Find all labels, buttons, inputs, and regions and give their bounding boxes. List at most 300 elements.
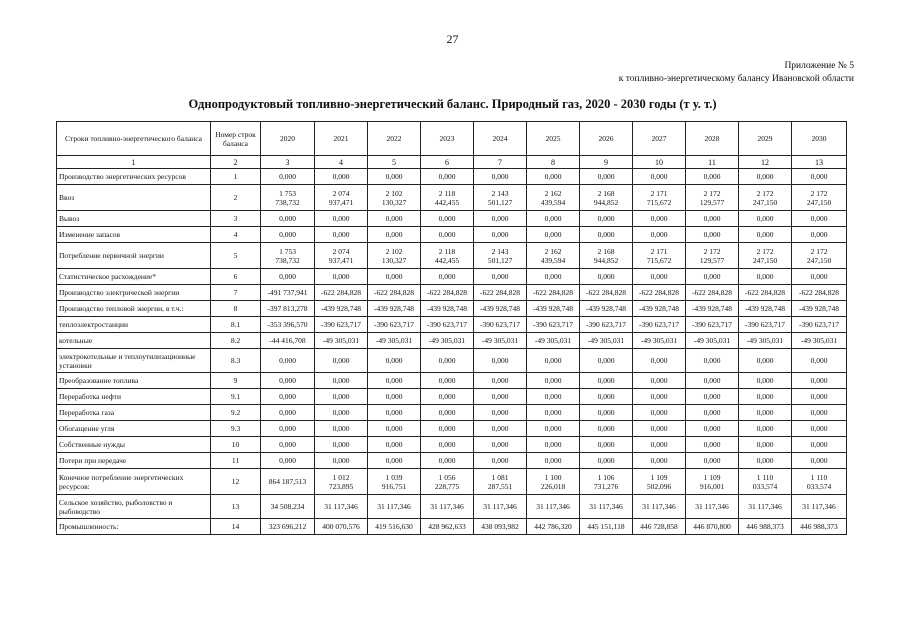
- value-cell: 0,000: [527, 269, 580, 285]
- value-cell: 428 962,633: [421, 519, 474, 535]
- header-year: 2024: [474, 122, 527, 156]
- value-cell: 1 110 033,574: [792, 469, 847, 495]
- table-row: [57, 285, 847, 301]
- table-row: [57, 453, 847, 469]
- header-year: 2022: [368, 122, 421, 156]
- value-cell: 0,000: [368, 169, 421, 185]
- value-cell: 0,000: [739, 373, 792, 389]
- value-cell: 0,000: [368, 453, 421, 469]
- row-code: 7: [211, 285, 261, 301]
- value-cell: 2 172 129,577: [686, 185, 739, 211]
- value-cell: 2 162 439,594: [527, 243, 580, 269]
- value-cell: 0,000: [315, 405, 368, 421]
- value-cell: 2 171 715,672: [633, 185, 686, 211]
- value-cell: 0,000: [527, 211, 580, 227]
- row-label: Обогащение угля: [57, 421, 211, 437]
- value-cell: -390 623,717: [368, 317, 421, 333]
- value-cell: -622 284,828: [580, 285, 633, 301]
- value-cell: 31 117,346: [527, 495, 580, 519]
- table-row: [57, 317, 847, 333]
- column-number: 6: [421, 156, 474, 169]
- value-cell: -390 623,717: [315, 317, 368, 333]
- value-cell: 0,000: [633, 227, 686, 243]
- row-code: 8.1: [211, 317, 261, 333]
- value-cell: 2 168 944,852: [580, 185, 633, 211]
- value-cell: 0,000: [315, 421, 368, 437]
- value-cell: 0,000: [261, 389, 315, 405]
- value-cell: 0,000: [261, 453, 315, 469]
- value-cell: 0,000: [527, 437, 580, 453]
- header-year: 2023: [421, 122, 474, 156]
- value-cell: 0,000: [527, 421, 580, 437]
- value-cell: -439 928,748: [633, 301, 686, 317]
- row-code: 13: [211, 495, 261, 519]
- value-cell: 0,000: [792, 405, 847, 421]
- value-cell: 0,000: [686, 405, 739, 421]
- value-cell: -390 623,717: [527, 317, 580, 333]
- value-cell: 1 081 287,551: [474, 469, 527, 495]
- value-cell: 446 988,373: [792, 519, 847, 535]
- value-cell: 0,000: [261, 437, 315, 453]
- table-row: [57, 227, 847, 243]
- value-cell: 0,000: [315, 169, 368, 185]
- table-header-row: [57, 122, 847, 156]
- value-cell: 2 143 501,127: [474, 185, 527, 211]
- value-cell: 31 117,346: [474, 495, 527, 519]
- value-cell: 0,000: [580, 373, 633, 389]
- row-label: Статистическое расхождение*: [57, 269, 211, 285]
- value-cell: 0,000: [474, 389, 527, 405]
- row-label: Ввоз: [57, 185, 211, 211]
- value-cell: 0,000: [686, 269, 739, 285]
- value-cell: 0,000: [792, 437, 847, 453]
- value-cell: -622 284,828: [739, 285, 792, 301]
- value-cell: -390 623,717: [580, 317, 633, 333]
- value-cell: 0,000: [792, 373, 847, 389]
- value-cell: -622 284,828: [421, 285, 474, 301]
- value-cell: 0,000: [633, 453, 686, 469]
- value-cell: -353 396,570: [261, 317, 315, 333]
- value-cell: -49 305,031: [527, 333, 580, 349]
- value-cell: 0,000: [474, 211, 527, 227]
- row-code: 5: [211, 243, 261, 269]
- value-cell: 0,000: [739, 211, 792, 227]
- table-row: [57, 389, 847, 405]
- header-year: 2021: [315, 122, 368, 156]
- value-cell: 0,000: [792, 453, 847, 469]
- table-body: [57, 169, 847, 535]
- value-cell: 0,000: [368, 437, 421, 453]
- value-cell: 0,000: [686, 421, 739, 437]
- value-cell: -49 305,031: [739, 333, 792, 349]
- column-number: 8: [527, 156, 580, 169]
- value-cell: 0,000: [580, 437, 633, 453]
- value-cell: -390 623,717: [633, 317, 686, 333]
- row-code: 8: [211, 301, 261, 317]
- table-row: [57, 495, 847, 519]
- row-label: Сельское хозяйство, рыболовство и рыбоводство: [57, 495, 211, 519]
- value-cell: 0,000: [580, 169, 633, 185]
- value-cell: -439 928,748: [739, 301, 792, 317]
- value-cell: 31 117,346: [686, 495, 739, 519]
- row-label: Производство тепловой энергии, в т.ч.:: [57, 301, 211, 317]
- value-cell: 2 118 442,455: [421, 185, 474, 211]
- value-cell: 0,000: [261, 373, 315, 389]
- row-label: Переработка газа: [57, 405, 211, 421]
- row-code: 9.2: [211, 405, 261, 421]
- value-cell: 0,000: [580, 389, 633, 405]
- header-rows-label: Строки топливно-энергетического баланса: [57, 122, 211, 156]
- value-cell: 0,000: [739, 453, 792, 469]
- value-cell: 1 109 916,001: [686, 469, 739, 495]
- value-cell: 0,000: [739, 405, 792, 421]
- value-cell: 2 074 937,471: [315, 185, 368, 211]
- value-cell: 2 172 247,150: [739, 185, 792, 211]
- row-label: котельные: [57, 333, 211, 349]
- value-cell: 0,000: [686, 211, 739, 227]
- table-row: [57, 519, 847, 535]
- value-cell: -397 813,278: [261, 301, 315, 317]
- value-cell: 0,000: [261, 349, 315, 373]
- value-cell: 34 508,234: [261, 495, 315, 519]
- value-cell: 0,000: [421, 405, 474, 421]
- value-cell: 0,000: [792, 389, 847, 405]
- value-cell: 0,000: [527, 373, 580, 389]
- value-cell: 0,000: [580, 349, 633, 373]
- appendix-line-2: к топливно-энергетическому балансу Ивановской области: [618, 74, 854, 84]
- value-cell: 1 110 033,574: [739, 469, 792, 495]
- row-code: 8.2: [211, 333, 261, 349]
- header-year: 2020: [261, 122, 315, 156]
- page-number: 27: [446, 32, 459, 46]
- value-cell: 864 187,513: [261, 469, 315, 495]
- header-code: Номер строк баланса: [211, 122, 261, 156]
- value-cell: 2 172 247,150: [792, 185, 847, 211]
- value-cell: -439 928,748: [315, 301, 368, 317]
- table-row: [57, 185, 847, 211]
- value-cell: 0,000: [368, 227, 421, 243]
- value-cell: 0,000: [580, 227, 633, 243]
- value-cell: 0,000: [792, 421, 847, 437]
- row-label: Промышленность:: [57, 519, 211, 535]
- value-cell: 0,000: [686, 227, 739, 243]
- table-row: [57, 373, 847, 389]
- value-cell: 0,000: [739, 349, 792, 373]
- column-number: 2: [211, 156, 261, 169]
- value-cell: 0,000: [421, 349, 474, 373]
- value-cell: 0,000: [315, 211, 368, 227]
- table-row: [57, 469, 847, 495]
- value-cell: 0,000: [739, 389, 792, 405]
- header-year: 2028: [686, 122, 739, 156]
- value-cell: 0,000: [633, 373, 686, 389]
- value-cell: 0,000: [261, 169, 315, 185]
- value-cell: -49 305,031: [315, 333, 368, 349]
- value-cell: 0,000: [474, 269, 527, 285]
- value-cell: -44 416,708: [261, 333, 315, 349]
- value-cell: 0,000: [792, 269, 847, 285]
- value-cell: 0,000: [633, 421, 686, 437]
- row-label: Конечное потребление энергетических ресурсов:: [57, 469, 211, 495]
- value-cell: 0,000: [368, 269, 421, 285]
- row-code: 14: [211, 519, 261, 535]
- value-cell: 0,000: [633, 405, 686, 421]
- value-cell: 0,000: [527, 349, 580, 373]
- table-row: [57, 349, 847, 373]
- value-cell: 0,000: [368, 421, 421, 437]
- value-cell: 1 109 502,096: [633, 469, 686, 495]
- value-cell: 0,000: [474, 437, 527, 453]
- value-cell: 0,000: [368, 389, 421, 405]
- value-cell: 0,000: [315, 453, 368, 469]
- value-cell: 0,000: [527, 405, 580, 421]
- energy-balance-table: [56, 121, 847, 535]
- document-title: Однопродуктовый топливно-энергетический баланс. Природный газ, 2020 - 2030 годы (т у. т.): [188, 97, 717, 111]
- value-cell: 438 093,982: [474, 519, 527, 535]
- value-cell: 2 172 247,150: [739, 243, 792, 269]
- value-cell: 0,000: [368, 349, 421, 373]
- value-cell: -622 284,828: [315, 285, 368, 301]
- value-cell: 0,000: [421, 169, 474, 185]
- value-cell: 0,000: [368, 373, 421, 389]
- value-cell: 31 117,346: [633, 495, 686, 519]
- row-code: 9.1: [211, 389, 261, 405]
- value-cell: 0,000: [739, 421, 792, 437]
- value-cell: 0,000: [686, 373, 739, 389]
- value-cell: 0,000: [686, 437, 739, 453]
- value-cell: -49 305,031: [686, 333, 739, 349]
- column-number: 10: [633, 156, 686, 169]
- value-cell: -622 284,828: [633, 285, 686, 301]
- value-cell: 0,000: [474, 373, 527, 389]
- value-cell: 0,000: [527, 453, 580, 469]
- row-label: теплоэлектростанции: [57, 317, 211, 333]
- value-cell: 0,000: [792, 211, 847, 227]
- row-label: Собственные нужды: [57, 437, 211, 453]
- row-code: 11: [211, 453, 261, 469]
- value-cell: -622 284,828: [686, 285, 739, 301]
- value-cell: -622 284,828: [474, 285, 527, 301]
- value-cell: 0,000: [421, 269, 474, 285]
- value-cell: 0,000: [686, 349, 739, 373]
- value-cell: 0,000: [527, 169, 580, 185]
- value-cell: 2 102 130,327: [368, 185, 421, 211]
- value-cell: 0,000: [474, 453, 527, 469]
- value-cell: 0,000: [315, 269, 368, 285]
- row-code: 4: [211, 227, 261, 243]
- value-cell: 0,000: [421, 453, 474, 469]
- header-year: 2029: [739, 122, 792, 156]
- value-cell: 0,000: [686, 169, 739, 185]
- value-cell: 31 117,346: [368, 495, 421, 519]
- value-cell: 0,000: [580, 405, 633, 421]
- value-cell: 0,000: [633, 169, 686, 185]
- column-number: 1: [57, 156, 211, 169]
- row-code: 1: [211, 169, 261, 185]
- value-cell: 2 074 937,471: [315, 243, 368, 269]
- row-label: Вывоз: [57, 211, 211, 227]
- column-number: 3: [261, 156, 315, 169]
- value-cell: 1 106 731,276: [580, 469, 633, 495]
- value-cell: 1 753 738,732: [261, 243, 315, 269]
- value-cell: 446 728,858: [633, 519, 686, 535]
- column-numbers-row: [57, 156, 847, 169]
- row-label: электрокотельные и теплоутилизационные установки: [57, 349, 211, 373]
- column-number: 9: [580, 156, 633, 169]
- value-cell: -439 928,748: [686, 301, 739, 317]
- value-cell: 0,000: [633, 389, 686, 405]
- value-cell: 0,000: [421, 373, 474, 389]
- value-cell: 0,000: [792, 349, 847, 373]
- value-cell: -390 623,717: [686, 317, 739, 333]
- value-cell: 0,000: [261, 269, 315, 285]
- value-cell: 0,000: [739, 169, 792, 185]
- value-cell: 1 012 723,895: [315, 469, 368, 495]
- value-cell: 0,000: [792, 227, 847, 243]
- value-cell: 2 143 501,127: [474, 243, 527, 269]
- row-label: Переработка нефти: [57, 389, 211, 405]
- value-cell: 419 516,630: [368, 519, 421, 535]
- value-cell: 1 753 738,732: [261, 185, 315, 211]
- value-cell: -439 928,748: [527, 301, 580, 317]
- row-label: Потребление первичной энергии: [57, 243, 211, 269]
- value-cell: 31 117,346: [739, 495, 792, 519]
- value-cell: 0,000: [315, 437, 368, 453]
- value-cell: 0,000: [261, 405, 315, 421]
- value-cell: 0,000: [739, 437, 792, 453]
- value-cell: 0,000: [580, 421, 633, 437]
- table-row: [57, 437, 847, 453]
- row-label: Потери при передаче: [57, 453, 211, 469]
- value-cell: 0,000: [633, 269, 686, 285]
- value-cell: 442 786,320: [527, 519, 580, 535]
- table-row: [57, 211, 847, 227]
- table-row: [57, 421, 847, 437]
- value-cell: 0,000: [421, 421, 474, 437]
- column-number: 4: [315, 156, 368, 169]
- value-cell: 446 988,373: [739, 519, 792, 535]
- value-cell: 0,000: [261, 211, 315, 227]
- row-code: 3: [211, 211, 261, 227]
- value-cell: 0,000: [580, 453, 633, 469]
- table-row: [57, 405, 847, 421]
- value-cell: -491 737,941: [261, 285, 315, 301]
- value-cell: 2 168 944,852: [580, 243, 633, 269]
- value-cell: -390 623,717: [739, 317, 792, 333]
- value-cell: 0,000: [421, 227, 474, 243]
- value-cell: -49 305,031: [580, 333, 633, 349]
- value-cell: 0,000: [474, 421, 527, 437]
- value-cell: -439 928,748: [580, 301, 633, 317]
- value-cell: -49 305,031: [421, 333, 474, 349]
- value-cell: 31 117,346: [421, 495, 474, 519]
- header-year: 2025: [527, 122, 580, 156]
- value-cell: 0,000: [368, 211, 421, 227]
- column-number: 7: [474, 156, 527, 169]
- table-row: [57, 269, 847, 285]
- value-cell: 323 696,212: [261, 519, 315, 535]
- value-cell: 0,000: [527, 227, 580, 243]
- appendix-note: [619, 60, 854, 86]
- value-cell: 0,000: [633, 349, 686, 373]
- row-code: 2: [211, 185, 261, 211]
- value-cell: -622 284,828: [368, 285, 421, 301]
- value-cell: 2 162 439,594: [527, 185, 580, 211]
- value-cell: -49 305,031: [368, 333, 421, 349]
- value-cell: 0,000: [315, 373, 368, 389]
- value-cell: 446 870,800: [686, 519, 739, 535]
- value-cell: 0,000: [315, 389, 368, 405]
- value-cell: -49 305,031: [474, 333, 527, 349]
- value-cell: 2 102 130,327: [368, 243, 421, 269]
- table-row: [57, 301, 847, 317]
- value-cell: 0,000: [686, 389, 739, 405]
- value-cell: -390 623,717: [474, 317, 527, 333]
- appendix-line-1: Приложение № 5: [784, 61, 854, 71]
- value-cell: -439 928,748: [368, 301, 421, 317]
- row-code: 9: [211, 373, 261, 389]
- column-number: 11: [686, 156, 739, 169]
- value-cell: -49 305,031: [633, 333, 686, 349]
- row-code: 12: [211, 469, 261, 495]
- value-cell: 0,000: [421, 211, 474, 227]
- value-cell: 0,000: [474, 405, 527, 421]
- row-code: 9.3: [211, 421, 261, 437]
- value-cell: 31 117,346: [792, 495, 847, 519]
- column-number: 13: [792, 156, 847, 169]
- value-cell: -439 928,748: [792, 301, 847, 317]
- value-cell: 0,000: [474, 349, 527, 373]
- value-cell: 0,000: [739, 227, 792, 243]
- header-year: 2026: [580, 122, 633, 156]
- value-cell: 1 039 916,751: [368, 469, 421, 495]
- value-cell: 31 117,346: [315, 495, 368, 519]
- value-cell: 0,000: [686, 453, 739, 469]
- row-label: Производство энергетических ресурсов: [57, 169, 211, 185]
- value-cell: 0,000: [421, 389, 474, 405]
- value-cell: 0,000: [368, 405, 421, 421]
- value-cell: 0,000: [580, 269, 633, 285]
- value-cell: 0,000: [792, 169, 847, 185]
- value-cell: 31 117,346: [580, 495, 633, 519]
- value-cell: -439 928,748: [421, 301, 474, 317]
- value-cell: 0,000: [739, 269, 792, 285]
- value-cell: -49 305,031: [792, 333, 847, 349]
- value-cell: 445 151,118: [580, 519, 633, 535]
- value-cell: 0,000: [474, 227, 527, 243]
- row-label: Изменение запасов: [57, 227, 211, 243]
- value-cell: 1 100 226,018: [527, 469, 580, 495]
- value-cell: 0,000: [315, 227, 368, 243]
- table-row: [57, 243, 847, 269]
- header-year: 2030: [792, 122, 847, 156]
- value-cell: -622 284,828: [527, 285, 580, 301]
- row-label: Преобразование топлива: [57, 373, 211, 389]
- value-cell: 0,000: [421, 437, 474, 453]
- value-cell: 0,000: [474, 169, 527, 185]
- value-cell: -439 928,748: [474, 301, 527, 317]
- header-year: 2027: [633, 122, 686, 156]
- row-code: 6: [211, 269, 261, 285]
- value-cell: 2 118 442,455: [421, 243, 474, 269]
- value-cell: 400 070,576: [315, 519, 368, 535]
- row-code: 8.3: [211, 349, 261, 373]
- value-cell: 0,000: [633, 437, 686, 453]
- row-code: 10: [211, 437, 261, 453]
- table-row: [57, 169, 847, 185]
- value-cell: 0,000: [580, 211, 633, 227]
- column-number: 5: [368, 156, 421, 169]
